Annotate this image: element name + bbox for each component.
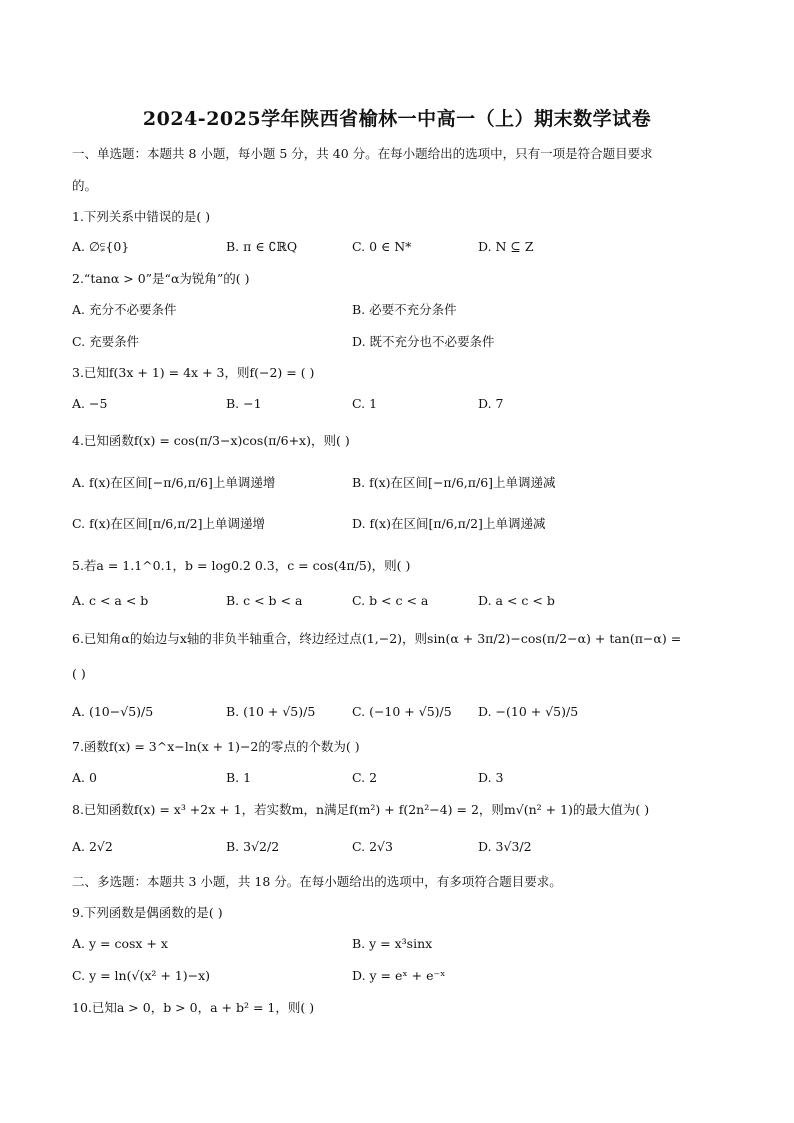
q7-stem: 7.函数f(x) = 3^x−ln(x + 1)−2的零点的个数为( ) — [72, 739, 360, 754]
q1-option-c: C. 0 ∈ N* — [352, 239, 412, 254]
q4-option-a: A. f(x)在区间[−π/6,π/6]上单调递增 — [72, 475, 276, 490]
q1-stem: 1.下列关系中错误的是( ) — [72, 209, 211, 224]
q6-option-b: B. (10 + √5)/5 — [226, 704, 316, 719]
q8-stem: 8.已知函数f(x) = x³ +2x + 1，若实数m，n满足f(m²) + f(2n²−4) = 2，则m√(n² + 1)的最大值为( ) — [72, 802, 650, 817]
q1-option-d: D. N ⊆ Z — [478, 239, 534, 254]
q9-option-d: D. y = eˣ + e⁻ˣ — [352, 968, 446, 983]
q9-option-c: C. y = ln(√(x² + 1)−x) — [72, 968, 211, 983]
q8-option-a: A. 2√2 — [72, 839, 113, 854]
q6-stem-continued: ( ) — [72, 666, 86, 681]
q3-option-c: C. 1 — [352, 396, 378, 411]
page-title: 2024-2025学年陕西省榆林一中高一（上）期末数学试卷 — [142, 108, 652, 130]
q6-option-a: A. (10−√5)/5 — [72, 704, 154, 719]
q4-stem: 4.已知函数f(x) = cos(π/3−x)cos(π/6+x)，则( ) — [72, 433, 350, 448]
q9-option-a: A. y = cosx + x — [72, 936, 168, 951]
q7-option-c: C. 2 — [352, 770, 378, 785]
section1-header-line1: 一、单选题：本题共 8 小题，每小题 5 分，共 40 分。在每小题给出的选项中，只有一项是符合题目要求 — [72, 146, 653, 161]
q1-option-a: A. ∅⫋{0} — [72, 239, 130, 254]
q9-option-b: B. y = x³sinx — [352, 936, 433, 951]
q4-option-b: B. f(x)在区间[−π/6,π/6]上单调递减 — [352, 475, 556, 490]
q7-option-d: D. 3 — [478, 770, 504, 785]
q3-option-d: D. 7 — [478, 396, 504, 411]
q2-option-d: D. 既不充分也不必要条件 — [352, 334, 495, 349]
q7-option-a: A. 0 — [72, 770, 97, 785]
q9-stem: 9.下列函数是偶函数的是( ) — [72, 905, 223, 920]
section2-header: 二、多选题：本题共 3 小题，共 18 分。在每小题给出的选项中，有多项符合题目要求。 — [72, 874, 562, 889]
q5-option-a: A. c < a < b — [72, 593, 149, 608]
q5-stem: 5.若a = 1.1^0.1，b = log0.2 0.3，c = cos(4π/5)，则( ) — [72, 558, 411, 573]
q2-option-b: B. 必要不充分条件 — [352, 302, 457, 317]
q2-option-c: C. 充要条件 — [72, 334, 140, 349]
q5-option-b: B. c < b < a — [226, 593, 303, 608]
q1-option-b: B. π ∈ ∁ℝQ — [226, 239, 298, 254]
q2-option-a: A. 充分不必要条件 — [72, 302, 177, 317]
section1-header-line2: 的。 — [72, 178, 98, 193]
q6-stem: 6.已知角α的始边与x轴的非负半轴重合，终边经过点(1,−2)，则sin(α + 3π/2)−cos(π/2−α) + tan(π−α) = — [72, 631, 682, 646]
q10-stem: 10.已知a > 0，b > 0，a + b² = 1，则( ) — [72, 1000, 315, 1015]
q3-option-a: A. −5 — [72, 396, 108, 411]
q8-option-d: D. 3√3/2 — [478, 839, 532, 854]
q2-stem: 2.“tanα > 0”是“α为锐角”的( ) — [72, 271, 250, 286]
q5-option-c: C. b < c < a — [352, 593, 429, 608]
q4-option-d: D. f(x)在区间[π/6,π/2]上单调递减 — [352, 516, 546, 531]
q8-option-b: B. 3√2/2 — [226, 839, 280, 854]
q6-option-d: D. −(10 + √5)/5 — [478, 704, 579, 719]
q6-option-c: C. (−10 + √5)/5 — [352, 704, 452, 719]
q3-option-b: B. −1 — [226, 396, 262, 411]
q4-option-c: C. f(x)在区间[π/6,π/2]上单调递增 — [72, 516, 265, 531]
q8-option-c: C. 2√3 — [352, 839, 393, 854]
q3-stem: 3.已知f(3x + 1) = 4x + 3，则f(−2) = ( ) — [72, 365, 315, 380]
q5-option-d: D. a < c < b — [478, 593, 555, 608]
q7-option-b: B. 1 — [226, 770, 252, 785]
